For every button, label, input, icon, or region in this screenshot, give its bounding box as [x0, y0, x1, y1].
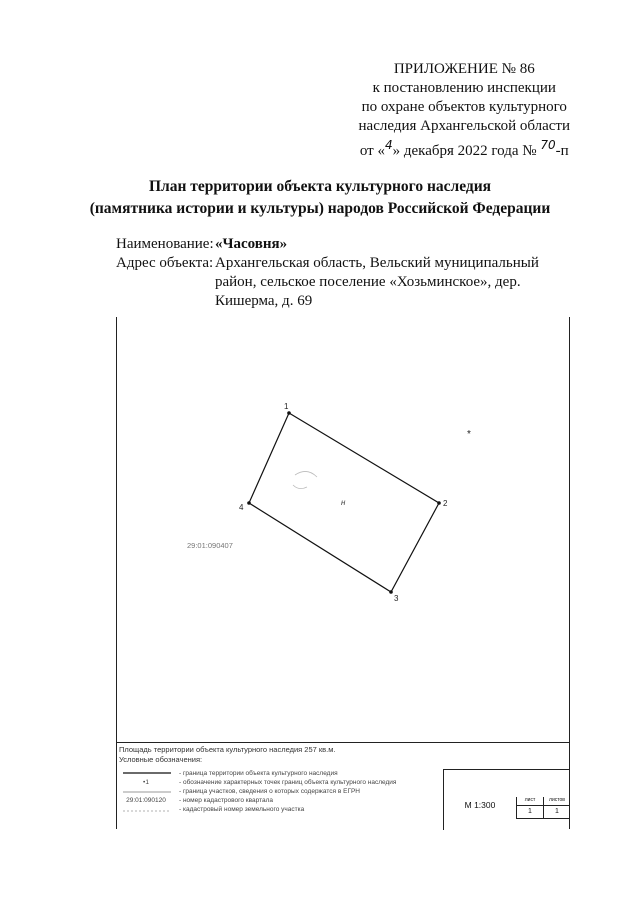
sheets-count: 1 — [555, 808, 559, 815]
center-label: н — [341, 498, 346, 507]
plan-drawing — [117, 317, 569, 742]
address-value: Архангельская область, Вельский муниципальный район, сельское поселение «Хозьминское», дер. Кишерма, д. 69 — [215, 255, 539, 309]
legend-heading: Условные обозначения: — [119, 755, 203, 764]
appendix-line: наследия Архангельской области — [358, 118, 570, 134]
boundary-point-1 — [287, 411, 291, 415]
legend-item: 29:01:090120 - номер кадастрового квартала — [126, 797, 274, 804]
point-label-4: 4 — [239, 503, 244, 512]
compass-mark: * — [467, 429, 471, 440]
boundary-point-4 — [247, 501, 251, 505]
legend-item: - граница территории объекта культурного наследия — [179, 770, 338, 777]
appendix-header — [359, 60, 570, 161]
handwritten-number: 70 — [540, 138, 556, 152]
boundary-point-2 — [437, 501, 441, 505]
faint-sketch — [293, 471, 317, 488]
name-label: Наименование: — [116, 236, 214, 252]
appendix-number: ПРИЛОЖЕНИЕ № 86 — [393, 61, 535, 77]
handwritten-day: 4 — [384, 138, 393, 152]
area-text: Площадь территории объекта культурного наследия 257 кв.м. — [119, 745, 336, 754]
appendix-line: к постановлению инспекции — [372, 80, 556, 96]
sheet-number: 1 — [517, 806, 544, 818]
cadastral-quarter-label: 29:01:090407 — [187, 541, 233, 550]
site-plan-map — [116, 317, 570, 829]
address-label: Адрес объекта: — [116, 255, 214, 271]
document-title: План территории объекта культурного наследия (памятника истории и культуры) народов Российской Федерации — [89, 178, 551, 217]
legend-item: - граница участков, сведения о которых содержатся в ЕГРН — [179, 788, 361, 795]
scale-label: М 1:300 — [464, 800, 496, 810]
appendix-line: по охране объектов культурного — [361, 99, 567, 115]
object-info — [116, 235, 545, 311]
boundary-point-3 — [389, 590, 393, 594]
name-value: «Часовня» — [215, 236, 288, 252]
appendix-date: от «$^4$» декабря 2022 года № $^{70}$-п — [359, 138, 569, 159]
point-label-2: 2 — [443, 499, 448, 508]
legend-area — [117, 742, 569, 830]
point-label-1: 1 — [284, 402, 289, 411]
legend-item: •1 - обозначение характерных точек границ объекта культурного наследия — [143, 779, 397, 786]
sheet-table — [516, 797, 570, 819]
sheet-label: лист — [517, 797, 544, 805]
point-label-3: 3 — [394, 594, 399, 603]
title-block-stamp — [443, 769, 569, 830]
sheets-label: листов — [549, 797, 565, 803]
legend-item: - кадастровый номер земельного участка — [179, 806, 305, 813]
